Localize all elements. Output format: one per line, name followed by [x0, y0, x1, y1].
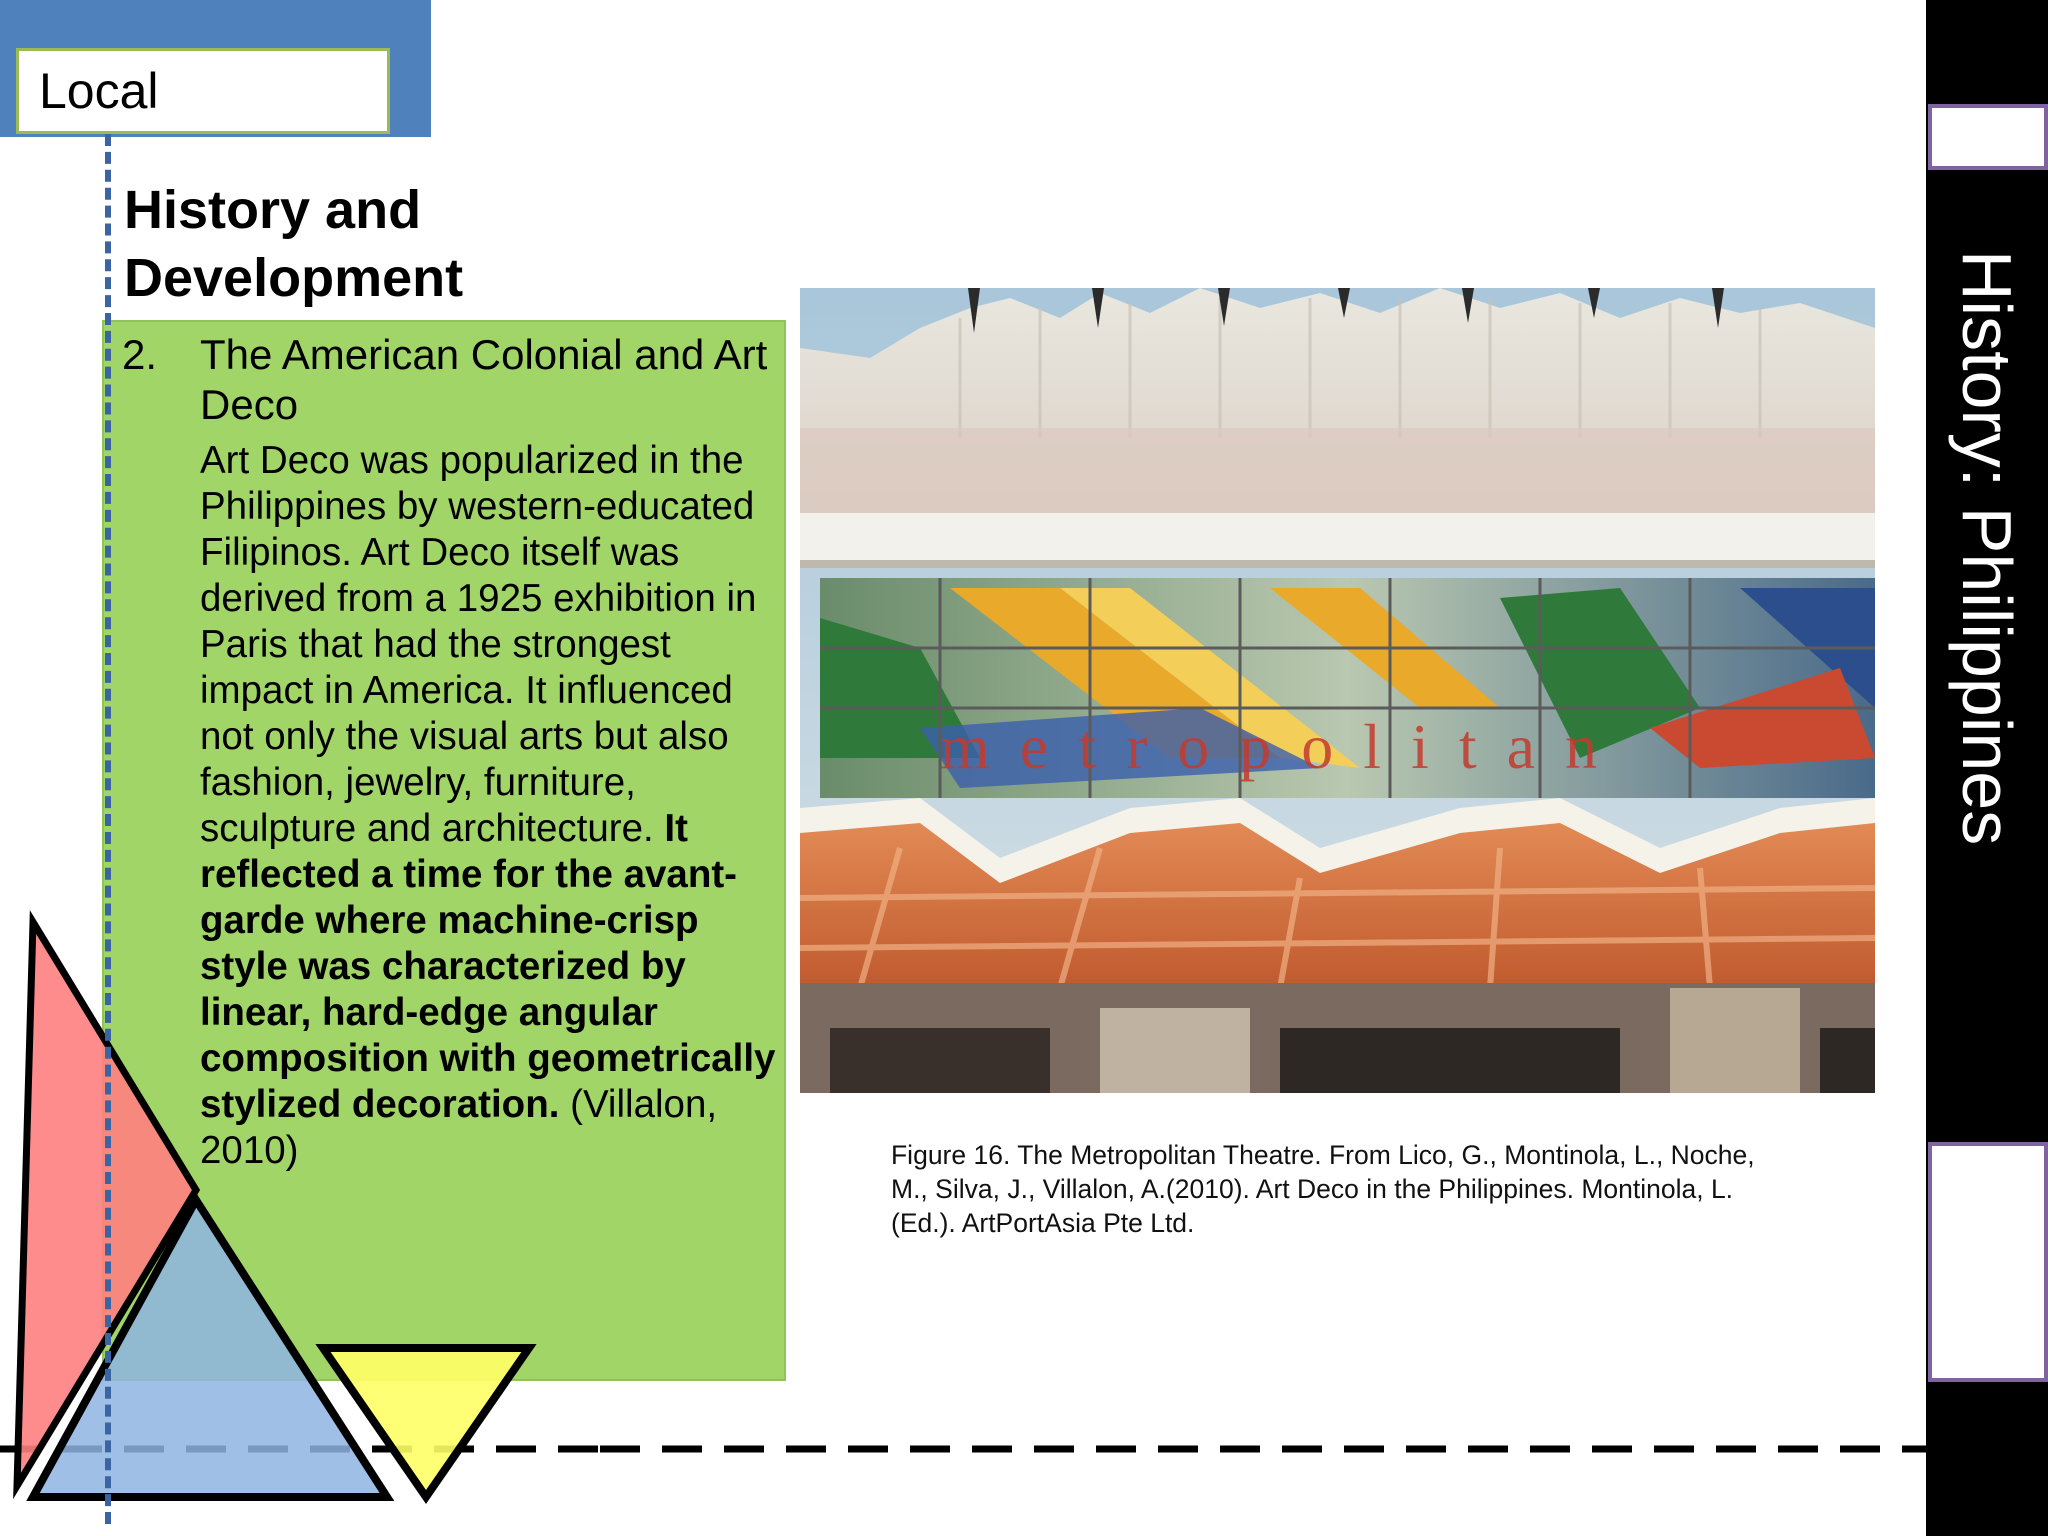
sidebar-title: History: Philippines — [1948, 250, 2026, 846]
page-title-line2: Development — [124, 248, 464, 308]
page-title — [124, 176, 604, 312]
photo-sign-text: metropolitan — [940, 711, 1628, 782]
page-title-line1: History and — [124, 180, 422, 240]
section-label: Local — [16, 48, 390, 134]
body-emphasis: It reflected a time for the avant-garde where machine-crisp style was characterized by linear, hard-edge angular composition with geometrically stylized decoration. — [200, 807, 776, 1126]
dashed-divider-right — [600, 1440, 1926, 1460]
body-citation: (Villalon, 2010) — [200, 1083, 718, 1172]
decorative-shapes — [0, 900, 600, 1536]
sidebar-tab-bottom — [1928, 1142, 2048, 1382]
list-item-title: The American Colonial and Art Deco — [200, 331, 768, 428]
sidebar-tab-top — [1928, 104, 2048, 170]
metropolitan-theatre-photo — [800, 288, 1875, 1093]
figure-caption: Figure 16. The Metropolitan Theatre. From Lico, G., Montinola, L., Noche, M., Silva, J., Villalon, A.(2010). Art Deco in the Philippines. Montinola, L. (Ed.). ArtPortAsia Pte Ltd. — [891, 1140, 1755, 1238]
list-item-number: 2. — [122, 331, 158, 378]
body-text: Art Deco was popularized in the Philippines by western-educated Filipinos. Art Deco itself was derived from a 1925 exhibition in Paris that had the strongest impact in America. It influenced not only the visual arts but also fashion, jewelry, furniture, sculpture and architecture. — [200, 439, 757, 850]
dashed-vertical-line — [105, 134, 111, 1524]
